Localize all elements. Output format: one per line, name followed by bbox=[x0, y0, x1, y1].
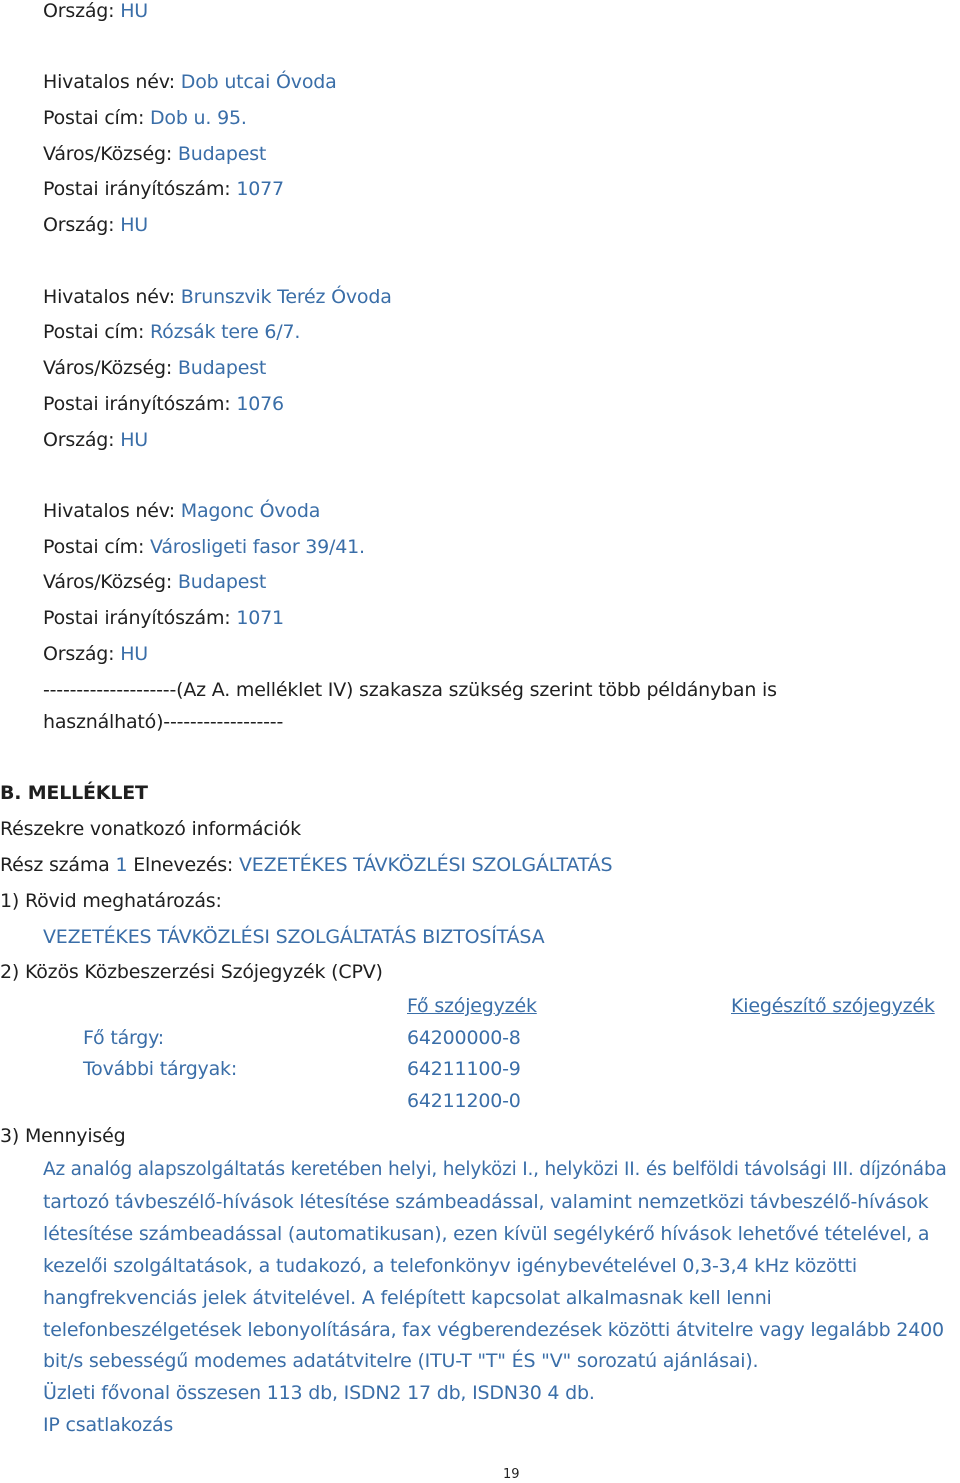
main-subject-label: Fő tárgy: bbox=[83, 1027, 165, 1049]
entry-zip-line bbox=[43, 392, 284, 416]
part-line bbox=[0, 853, 612, 877]
address-value: Városligeti fasor 39/41. bbox=[150, 536, 365, 558]
quantity-text-line: létesítése számbeadással (automatikusan), ezen kívül segélykérő hívások lehetővé tételével, a bbox=[43, 1223, 930, 1245]
country-value: HU bbox=[120, 643, 148, 665]
zip-value: 1077 bbox=[236, 178, 284, 200]
entry-address-line bbox=[43, 320, 300, 344]
entry-name-line bbox=[43, 285, 392, 309]
country-label: Ország: bbox=[43, 429, 115, 451]
entry-country-line bbox=[43, 213, 148, 237]
zip-label: Postai irányítószám: bbox=[43, 393, 231, 415]
quantity-text-line: Üzleti fővonal összesen 113 db, ISDN2 17 db, ISDN30 4 db. bbox=[43, 1382, 595, 1404]
separator-line-2: használható)------------------ bbox=[43, 711, 284, 733]
quantity-label: 3) Mennyiség bbox=[0, 1125, 126, 1147]
country-value: HU bbox=[120, 0, 148, 22]
annex-title: B. MELLÉKLET bbox=[0, 782, 148, 804]
address-label: Postai cím: bbox=[43, 107, 145, 129]
further-subjects-label: További tárgyak: bbox=[83, 1058, 238, 1080]
address-value: Dob u. 95. bbox=[150, 107, 247, 129]
cpv-main-header: Fő szójegyzék bbox=[407, 995, 537, 1017]
part-name-label: Elnevezés: bbox=[133, 854, 234, 876]
short-def-label: 1) Rövid meghatározás: bbox=[0, 890, 222, 912]
entry-name-line bbox=[43, 70, 337, 94]
quantity-text-line: hangfrekvenciás jelek átvitelével. A felépített kapcsolat alkalmasnak kell lenni bbox=[43, 1287, 772, 1309]
entry-address-line bbox=[43, 106, 247, 130]
zip-value: 1071 bbox=[236, 607, 284, 629]
entry-name-line bbox=[43, 499, 320, 523]
part-number: 1 bbox=[115, 854, 128, 876]
city-label: Város/Község: bbox=[43, 143, 173, 165]
further-code: 64211200-0 bbox=[407, 1090, 521, 1112]
country-line-top bbox=[43, 0, 148, 23]
quantity-text-line: IP csatlakozás bbox=[43, 1414, 174, 1436]
city-value: Budapest bbox=[177, 357, 267, 379]
part-label: Rész száma bbox=[0, 854, 110, 876]
quantity-text-line: kezelői szolgáltatások, a tudakozó, a telefonkönyv igénybevételével 0,3-3,4 kHz közötti bbox=[43, 1255, 857, 1277]
main-subject-code: 64200000-8 bbox=[407, 1027, 521, 1049]
country-value: HU bbox=[120, 214, 148, 236]
entry-country-line bbox=[43, 428, 148, 452]
page-number: 19 bbox=[503, 1467, 520, 1482]
name-value: Brunszvik Teréz Óvoda bbox=[180, 286, 392, 308]
entry-zip-line bbox=[43, 606, 284, 630]
quantity-text-line: telefonbeszélgetések lebonyolítására, fax végberendezések közötti átvitelre vagy legalább 2400 bbox=[43, 1319, 944, 1341]
quantity-text-line: tartozó távbeszélő-hívások létesítése számbeadással, valamint nemzetközi távbeszélő-hívások bbox=[43, 1191, 929, 1213]
name-label: Hivatalos név: bbox=[43, 500, 175, 522]
zip-label: Postai irányítószám: bbox=[43, 607, 231, 629]
city-value: Budapest bbox=[177, 571, 267, 593]
cpv-label: 2) Közös Közbeszerzési Szójegyzék (CPV) bbox=[0, 961, 383, 983]
entry-city-line bbox=[43, 142, 266, 166]
entry-address-line bbox=[43, 535, 365, 559]
city-label: Város/Község: bbox=[43, 571, 173, 593]
name-value: Magonc Óvoda bbox=[180, 500, 321, 522]
country-label: Ország: bbox=[43, 643, 115, 665]
address-value: Rózsák tere 6/7. bbox=[150, 321, 301, 343]
part-name-value: VEZETÉKES TÁVKÖZLÉSI SZOLGÁLTATÁS bbox=[238, 854, 613, 876]
name-label: Hivatalos név: bbox=[43, 286, 175, 308]
short-def-value: VEZETÉKES TÁVKÖZLÉSI SZOLGÁLTATÁS BIZTOSÍTÁSA bbox=[43, 926, 545, 948]
country-label: Ország: bbox=[43, 0, 115, 22]
entry-city-line bbox=[43, 356, 266, 380]
address-label: Postai cím: bbox=[43, 321, 145, 343]
annex-subtitle: Részekre vonatkozó információk bbox=[0, 818, 301, 840]
quantity-text-line: bit/s sebességű modemes adatátvitelre (ITU-T "T" ÉS "V" sorozatú ajánlásai). bbox=[43, 1350, 759, 1372]
city-value: Budapest bbox=[177, 143, 267, 165]
further-code: 64211100-9 bbox=[407, 1058, 521, 1080]
separator-line-1: --------------------(Az A. melléklet IV) szakasza szükség szerint több példányban is bbox=[43, 679, 777, 701]
zip-label: Postai irányítószám: bbox=[43, 178, 231, 200]
quantity-text-line: Az analóg alapszolgáltatás keretében helyi, helyközi I., helyközi II. és belföldi távolsági III. díjzónába bbox=[43, 1159, 947, 1180]
country-value: HU bbox=[120, 429, 148, 451]
cpv-supp-header: Kiegészítő szójegyzék bbox=[731, 995, 935, 1017]
city-label: Város/Község: bbox=[43, 357, 173, 379]
name-value: Dob utcai Óvoda bbox=[180, 71, 337, 93]
entry-country-line bbox=[43, 642, 148, 666]
name-label: Hivatalos név: bbox=[43, 71, 175, 93]
entry-zip-line bbox=[43, 177, 284, 201]
entry-city-line bbox=[43, 570, 266, 594]
zip-value: 1076 bbox=[236, 393, 284, 415]
country-label: Ország: bbox=[43, 214, 115, 236]
address-label: Postai cím: bbox=[43, 536, 145, 558]
